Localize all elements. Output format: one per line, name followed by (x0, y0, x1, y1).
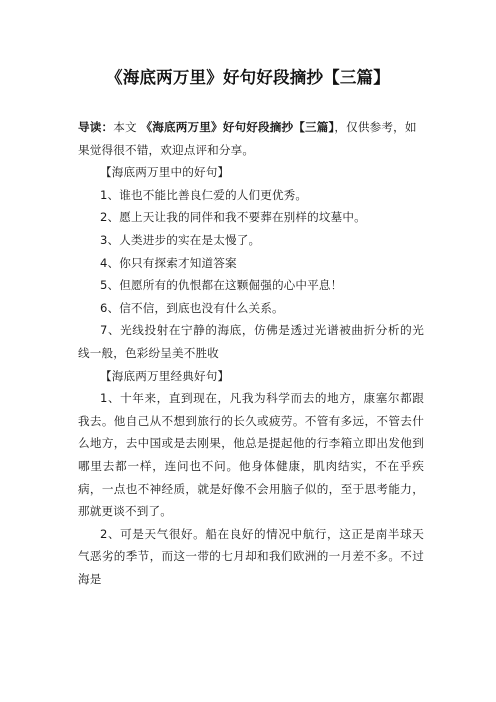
list-item: 6、信不信，到底也没有什么关系。 (100, 300, 284, 315)
section-heading-good-sentences: 【海底两万里中的好句】 (100, 165, 230, 180)
list-item: 7、光线投射在宁静的海底，仿佛是透过光谱被曲折分析的光线一般，色彩纷呈美不胜收 (78, 323, 424, 360)
list-item: 1、十年来，直到现在，凡我为科学而去的地方，康塞尔都跟我去。他自己从不想到旅行的长久或疲劳。不管有多远，不管去什么地方，去中国或是去刚果，他总是提起他的行李箱立即出发他到哪里去都一样，连问也不问。他身体健康，肌肉结实，不在乎疾病，一点也不神经质，就是好像不会用脑子似的，至于思考能力，那就更谈不到了。 (78, 391, 424, 519)
list-item: 3、人类进步的实在是太慢了。 (100, 232, 261, 247)
document-title: 《海底两万里》好句好段摘抄【三篇】 (106, 68, 390, 87)
lead-paragraph (78, 116, 424, 161)
list-item: 1、谁也不能比善良仁爱的人们更优秀。 (100, 187, 308, 202)
list-item: 2、愿上天让我的同伴和我不要葬在别样的坟墓中。 (100, 210, 366, 225)
list-item: 4、你只有探索才知道答案 (100, 255, 237, 270)
document-body (78, 116, 424, 590)
section-heading-classic-sentences: 【海底两万里经典好句】 (100, 368, 230, 383)
list-item: 2、可是天气很好。船在良好的情况中航行，这正是南半球天气恶劣的季节，而这一带的七月却和我们欧洲的一月差不多。不过海是 (78, 526, 424, 586)
lead-label: 导读： (78, 120, 114, 134)
lead-strong-title: 《海底两万里》好句好段摘抄【三篇】 (140, 120, 335, 134)
list-item: 5、但愿所有的仇恨都在这颗倔强的心中平息！ (100, 278, 343, 293)
lead-prefix: 本文 (113, 120, 141, 134)
lead-suffix: ，仅供参考，如果觉得很不错，欢迎点评和分享。 (78, 120, 417, 157)
